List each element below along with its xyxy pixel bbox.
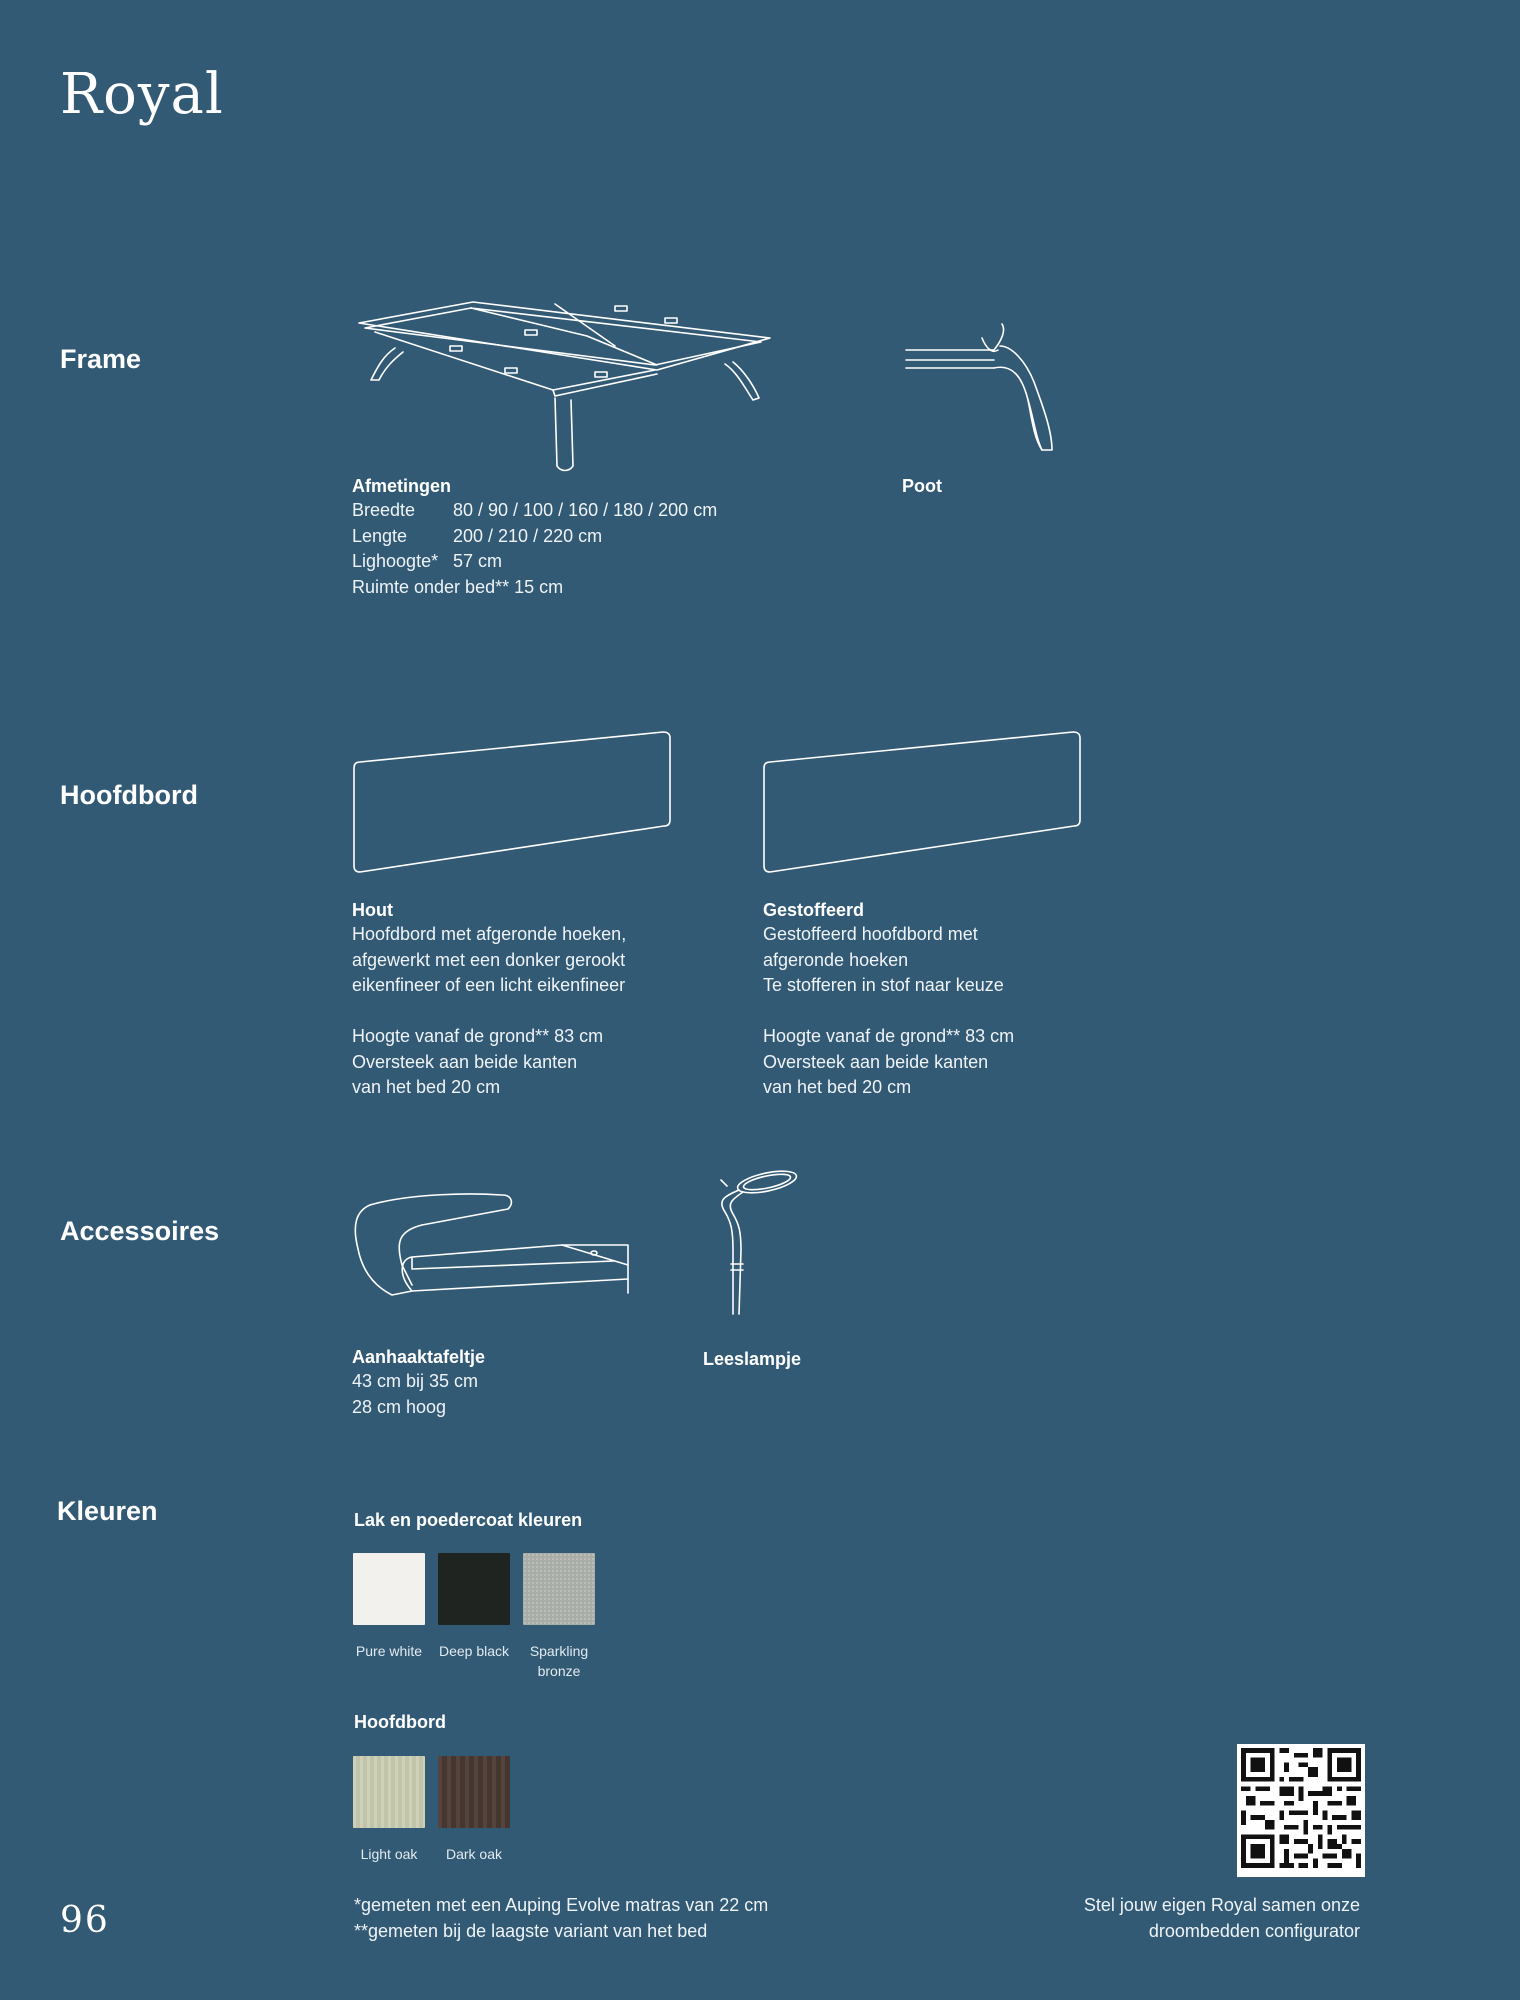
bed-leg-illustration [902,320,1082,460]
color-swatch-dark-oak[interactable] [438,1756,510,1828]
side-table-title: Aanhaaktafeltje [352,1347,486,1367]
qr-code-icon [1241,1748,1361,1868]
swatch-label-light-oak: Light oak [360,1846,418,1862]
dim-row-lighoogte: Lighoogte* 57 cm [352,551,503,571]
configurator-line-2: droombedden configurator [1148,1921,1360,1941]
color-swatch-sparkling-bronze[interactable] [523,1553,595,1625]
swatch-pure-white [353,1553,425,1625]
reading-lamp-title: Leeslampje [703,1349,802,1369]
swatch-label-pure-white: Pure white [355,1643,423,1659]
section-heading-kleuren: Kleuren [57,1496,158,1526]
hout-description: Hoofdbord met afgeronde hoeken, afgewerkt met een donker gerookt eikenfineer of een licht eikenfineer Hoogte vanaf de grond** 83 cm Oversteek aan beide kanten van het bed 20 cm [352,924,627,1097]
headboard-wood-illustration [350,728,675,876]
swatch-label-dark-oak: Dark oak [445,1846,503,1862]
poot-label: Poot [902,476,942,496]
qr-code[interactable] [1237,1744,1365,1877]
gestoffeerd-title: Gestoffeerd [763,900,865,920]
color-swatch-pure-white[interactable] [353,1553,425,1625]
section-heading-hoofdbord: Hoofdbord [60,780,198,810]
dimensions-list [352,498,717,600]
lak-colors-heading: Lak en poedercoat kleuren [354,1510,583,1530]
swatch-label-sparkling-bronze: Sparkling bronze [529,1643,589,1679]
section-heading-accessoires: Accessoires [60,1216,220,1246]
page-number: 96 [60,1900,110,1941]
headboard-upholstered-illustration [760,728,1085,876]
side-table-description: 43 cm bij 35 cm 28 cm hoog [352,1371,479,1417]
side-table-illustration [352,1185,632,1310]
dim-row-breedte: Breedte 80 / 90 / 100 / 160 / 180 / 200 cm [352,500,718,520]
dimensions-heading: Afmetingen [352,476,451,496]
color-swatch-light-oak[interactable] [353,1756,425,1828]
configurator-text [1084,1892,1360,1944]
hout-title: Hout [352,900,393,920]
swatch-dark-oak [438,1756,510,1828]
footnote-1: *gemeten met een Auping Evolve matras van 22 cm [354,1895,769,1915]
color-swatch-deep-black[interactable] [438,1553,510,1625]
swatch-label-deep-black: Deep black [438,1643,510,1659]
hoofdbord-colors-heading: Hoofdbord [354,1712,446,1732]
dim-row-ruimte: Ruimte onder bed** 15 cm [352,576,564,597]
footnotes [354,1892,768,1944]
footnote-2: **gemeten bij de laagste variant van het bed [354,1921,708,1941]
swatch-sparkling-bronze [523,1553,595,1625]
section-heading-frame: Frame [60,344,142,374]
reading-lamp-illustration [703,1160,803,1320]
gestoffeerd-description: Gestoffeerd hoofdbord met afgeronde hoeken Te stofferen in stof naar keuze Hoogte vanaf de grond** 83 cm Oversteek aan beide kanten van het bed 20 cm [763,924,1015,1097]
dim-row-lengte: Lengte 200 / 210 / 220 cm [352,525,603,546]
swatch-light-oak [353,1756,425,1828]
page-title: Royal [60,62,224,127]
bed-frame-illustration [355,288,775,478]
swatch-deep-black [438,1553,510,1625]
configurator-line-1: Stel jouw eigen Royal samen onze [1083,1895,1360,1915]
